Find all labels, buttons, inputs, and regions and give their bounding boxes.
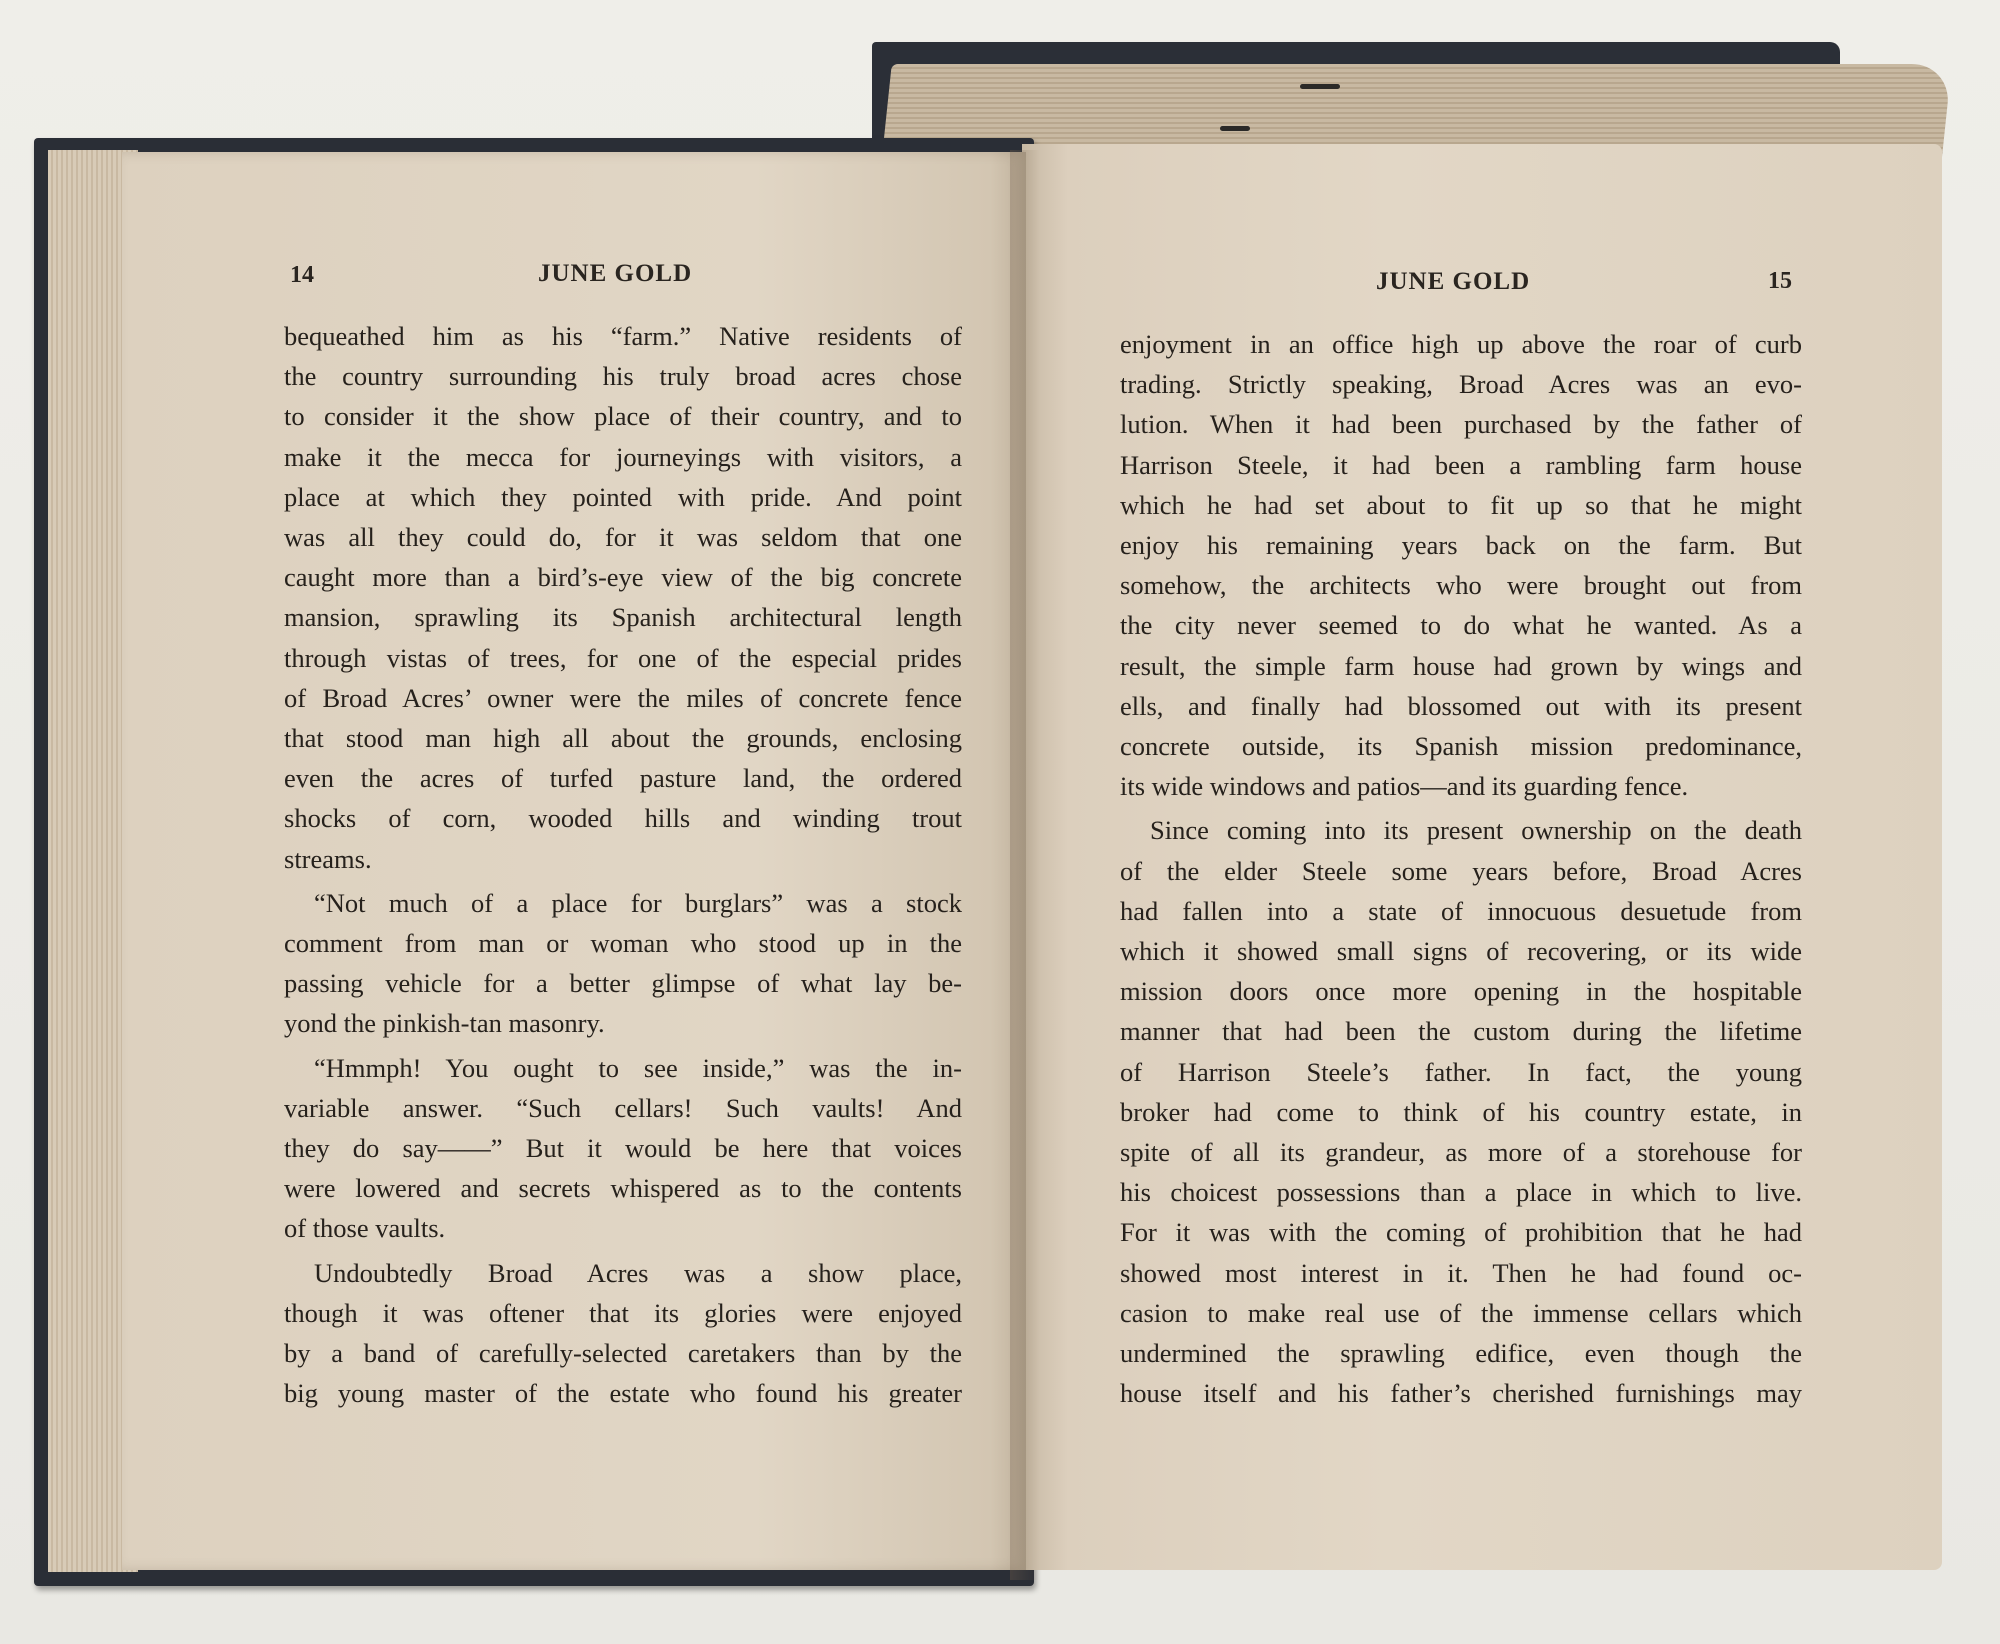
edge-mark bbox=[1220, 126, 1250, 131]
text-line: make it the mecca for journeyings with visitors, a bbox=[284, 441, 962, 472]
text-line: of those vaults. bbox=[284, 1213, 446, 1244]
text-line: ells, and finally had blossomed out with its present bbox=[1120, 690, 1802, 721]
text-line: they do say——” But it would be here that voices bbox=[284, 1133, 962, 1164]
text-line: was all they could do, for it was seldom that one bbox=[284, 522, 962, 553]
text-line: through vistas of trees, for one of the especial prides bbox=[284, 642, 962, 673]
text-line: Undoubtedly Broad Acres was a show place, bbox=[314, 1257, 962, 1288]
text-line: the country surrounding his truly broad acres chose bbox=[284, 361, 962, 392]
book-gutter bbox=[1010, 150, 1040, 1580]
text-line: by a band of carefully-selected caretakers than by the bbox=[284, 1338, 962, 1369]
text-line: bequeathed him as his “farm.” Native residents of bbox=[284, 321, 962, 351]
text-line: had fallen into a state of innocuous desuetude from bbox=[1120, 895, 1802, 926]
text-line: of Broad Acres’ owner were the miles of concrete fence bbox=[284, 682, 962, 713]
text-line: mission doors once more opening in the hospitable bbox=[1120, 976, 1802, 1007]
edge-mark bbox=[1300, 84, 1340, 89]
text-line: to consider it the show place of their country, and to bbox=[284, 401, 962, 432]
text-line: undermined the sprawling edifice, even though the bbox=[1120, 1338, 1802, 1369]
right-page-number: 15 bbox=[1768, 268, 1792, 294]
text-line: lution. When it had been purchased by the father of bbox=[1120, 409, 1802, 440]
text-line: yond the pinkish-tan masonry. bbox=[284, 1008, 605, 1039]
text-line: of Harrison Steele’s father. In fact, the young bbox=[1120, 1056, 1802, 1087]
text-line: enjoyment in an office high up above the roar of curb bbox=[1120, 329, 1802, 359]
text-line: streams. bbox=[284, 843, 372, 874]
text-line: passing vehicle for a better glimpse of what lay be- bbox=[284, 968, 962, 999]
text-line: the city never seemed to do what he wanted. As a bbox=[1120, 610, 1802, 641]
text-line: concrete outside, its Spanish mission predominance, bbox=[1120, 731, 1802, 762]
text-line: caught more than a bird’s-eye view of the big concrete bbox=[284, 562, 962, 593]
text-line: Harrison Steele, it had been a rambling farm house bbox=[1120, 449, 1802, 480]
text-line: “Not much of a place for burglars” was a stock bbox=[314, 887, 962, 918]
text-line: manner that had been the custom during the lifetime bbox=[1120, 1016, 1802, 1047]
text-line: which he had set about to fit up so that he might bbox=[1120, 489, 1802, 520]
text-line: place at which they pointed with pride. And point bbox=[284, 481, 962, 512]
text-line: its wide windows and patios—and its guarding fence. bbox=[1120, 771, 1689, 802]
text-line: casion to make real use of the immense cellars which bbox=[1120, 1297, 1802, 1328]
text-line: broker had come to think of his country estate, in bbox=[1120, 1096, 1802, 1127]
text-line: mansion, sprawling its Spanish architectural length bbox=[284, 602, 962, 633]
text-line: of the elder Steele some years before, Broad Acres bbox=[1120, 855, 1802, 886]
text-line: even the acres of turfed pasture land, the ordered bbox=[284, 763, 962, 794]
text-line: shocks of corn, wooded hills and winding trout bbox=[284, 803, 962, 834]
left-page-text bbox=[284, 316, 962, 1413]
left-running-title: JUNE GOLD bbox=[538, 260, 693, 287]
text-line: trading. Strictly speaking, Broad Acres was an evo- bbox=[1120, 369, 1802, 400]
text-line: were lowered and secrets whispered as to the contents bbox=[284, 1173, 962, 1204]
text-line: his choicest possessions than a place in which to live. bbox=[1120, 1177, 1802, 1208]
right-page-text bbox=[1120, 324, 1802, 1413]
text-line: comment from man or woman who stood up in the bbox=[284, 928, 962, 959]
text-line: showed most interest in it. Then he had found oc- bbox=[1120, 1257, 1802, 1288]
text-line: that stood man high all about the grounds, enclosing bbox=[284, 723, 962, 754]
text-line: big young master of the estate who found his greater bbox=[284, 1378, 962, 1409]
text-line: enjoy his remaining years back on the farm. But bbox=[1120, 530, 1802, 561]
left-page-number: 14 bbox=[290, 262, 314, 288]
text-line: “Hmmph! You ought to see inside,” was the in- bbox=[314, 1052, 962, 1083]
text-line: somehow, the architects who were brought out from bbox=[1120, 570, 1802, 601]
text-line: Since coming into its present ownership on the death bbox=[1150, 815, 1802, 846]
text-line: though it was oftener that its glories were enjoyed bbox=[284, 1297, 962, 1328]
text-line: spite of all its grandeur, as more of a storehouse for bbox=[1120, 1137, 1802, 1168]
text-line: house itself and his father’s cherished furnishings may bbox=[1120, 1378, 1802, 1409]
text-line: which it showed small signs of recovering, or its wide bbox=[1120, 936, 1802, 967]
right-running-title: JUNE GOLD bbox=[1376, 268, 1531, 295]
text-line: variable answer. “Such cellars! Such vaults! And bbox=[284, 1092, 962, 1123]
text-line: For it was with the coming of prohibition that he had bbox=[1120, 1217, 1802, 1248]
text-line: result, the simple farm house had grown by wings and bbox=[1120, 650, 1802, 681]
